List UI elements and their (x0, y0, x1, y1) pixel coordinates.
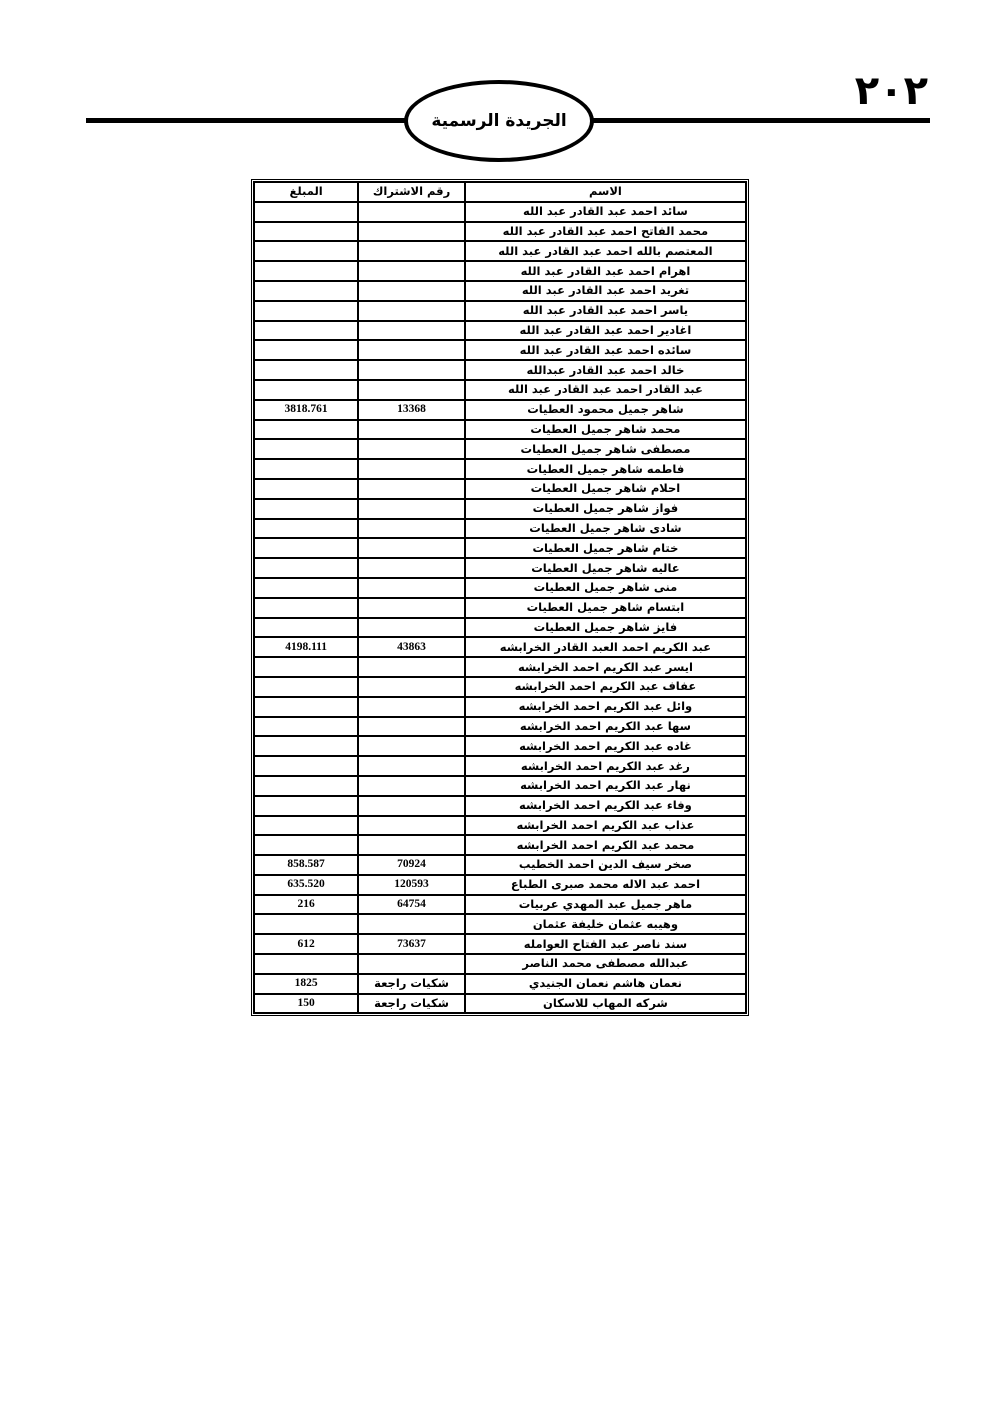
subscription-cell (358, 538, 465, 558)
table-row (254, 380, 746, 400)
table-row (254, 697, 746, 717)
table-row (254, 479, 746, 499)
name-cell: تغريد احمد عبد القادر عبد الله (465, 281, 746, 301)
name-cell: عبدالله مصطفى محمد الناصر (465, 954, 746, 974)
amount-cell (254, 241, 358, 261)
amount-cell (254, 677, 358, 697)
subscription-cell: 43863 (358, 637, 465, 657)
table-row (254, 261, 746, 281)
table-row (254, 934, 746, 954)
table-row (254, 637, 746, 657)
amount-cell (254, 558, 358, 578)
name-cell: ابتسام شاهر جميل العطيات (465, 598, 746, 618)
header-oval (404, 80, 594, 162)
subscription-cell: 120593 (358, 875, 465, 895)
amount-cell (254, 914, 358, 934)
amount-cell (254, 360, 358, 380)
subscription-cell (358, 776, 465, 796)
table-row (254, 776, 746, 796)
page-number: ٢٠٢ (854, 68, 928, 114)
name-cell: رغد عبد الكريم احمد الخرابشه (465, 756, 746, 776)
name-cell: ياسر احمد عبد القادر عبد الله (465, 301, 746, 321)
subscription-cell (358, 340, 465, 360)
table-row (254, 499, 746, 519)
subscription-cell (358, 697, 465, 717)
subscription-cell (358, 499, 465, 519)
amount-cell (254, 657, 358, 677)
subscription-cell (358, 222, 465, 242)
table-header-row (254, 182, 746, 202)
name-cell: اغادير احمد عبد القادر عبد الله (465, 321, 746, 341)
amount-cell (254, 776, 358, 796)
subscription-cell (358, 479, 465, 499)
name-cell: ختام شاهر جميل العطيات (465, 538, 746, 558)
column-header-subscription: رقم الاشتراك (358, 182, 465, 202)
amount-cell (254, 479, 358, 499)
amount-cell (254, 736, 358, 756)
amount-cell: 858.587 (254, 855, 358, 875)
subscription-cell: 73637 (358, 934, 465, 954)
amount-cell (254, 202, 358, 222)
table-row (254, 717, 746, 737)
table-row (254, 994, 746, 1014)
table-row (254, 855, 746, 875)
table-row (254, 578, 746, 598)
name-cell: محمد الفاتح احمد عبد القادر عبد الله (465, 222, 746, 242)
subscription-cell (358, 717, 465, 737)
amount-cell: 4198.111 (254, 637, 358, 657)
table-row (254, 954, 746, 974)
table-row (254, 420, 746, 440)
table-row (254, 400, 746, 420)
header-title: الجريدة الرسمية (431, 111, 567, 131)
table-row (254, 598, 746, 618)
amount-cell (254, 380, 358, 400)
name-cell: فايز شاهر جميل العطيات (465, 618, 746, 638)
subscription-cell (358, 202, 465, 222)
amount-cell (254, 796, 358, 816)
amount-cell: 216 (254, 895, 358, 915)
subscription-cell (358, 558, 465, 578)
name-cell: المعتصم بالله احمد عبد القادر عبد الله (465, 241, 746, 261)
amount-cell (254, 598, 358, 618)
subscription-cell: 13368 (358, 400, 465, 420)
table-row (254, 618, 746, 638)
ledger-body (254, 202, 746, 1014)
name-cell: شادى شاهر جميل العطيات (465, 519, 746, 539)
name-cell: منى شاهر جميل العطيات (465, 578, 746, 598)
name-cell: ماهر جميل عبد المهدي عربيات (465, 895, 746, 915)
subscription-cell (358, 736, 465, 756)
amount-cell (254, 222, 358, 242)
subscription-cell: شكيات راجعة (358, 974, 465, 994)
name-cell: سها عبد الكريم احمد الخرابشه (465, 717, 746, 737)
amount-cell (254, 301, 358, 321)
table-row (254, 439, 746, 459)
name-cell: مصطفى شاهر جميل العطيات (465, 439, 746, 459)
name-cell: اهرام احمد عبد القادر عبد الله (465, 261, 746, 281)
table-row (254, 677, 746, 697)
ledger-table (253, 181, 747, 1014)
name-cell: نعمان هاشم نعمان الجنيدي (465, 974, 746, 994)
table-row (254, 340, 746, 360)
subscription-cell (358, 618, 465, 638)
name-cell: خالد احمد عبد القادر عبدالله (465, 360, 746, 380)
name-cell: سائده احمد عبد القادر عبد الله (465, 340, 746, 360)
table-row (254, 538, 746, 558)
amount-cell (254, 538, 358, 558)
name-cell: عاليه شاهر جميل العطيات (465, 558, 746, 578)
amount-cell (254, 954, 358, 974)
amount-cell: 612 (254, 934, 358, 954)
amount-cell (254, 261, 358, 281)
amount-cell (254, 835, 358, 855)
name-cell: ايسر عبد الكريم احمد الخرابشه (465, 657, 746, 677)
name-cell: غاده عبد الكريم احمد الخرابشه (465, 736, 746, 756)
amount-cell (254, 618, 358, 638)
amount-cell (254, 816, 358, 836)
subscription-cell (358, 360, 465, 380)
name-cell: شاهر جميل محمود العطيات (465, 400, 746, 420)
subscription-cell (358, 578, 465, 598)
name-cell: وهيبه عثمان خليفة عثمان (465, 914, 746, 934)
table-row (254, 222, 746, 242)
name-cell: عبد القادر احمد عبد القادر عبد الله (465, 380, 746, 400)
name-cell: صخر سيف الدين احمد الخطيب (465, 855, 746, 875)
table-row (254, 796, 746, 816)
amount-cell (254, 717, 358, 737)
subscription-cell (358, 261, 465, 281)
table-row (254, 241, 746, 261)
table-row (254, 756, 746, 776)
name-cell: عبد الكريم احمد العبد القادر الخرابشه (465, 637, 746, 657)
table-row (254, 202, 746, 222)
subscription-cell (358, 519, 465, 539)
subscription-cell (358, 281, 465, 301)
subscription-cell (358, 954, 465, 974)
table-row (254, 914, 746, 934)
subscription-cell (358, 301, 465, 321)
amount-cell (254, 420, 358, 440)
name-cell: سائد احمد عبد القادر عبد الله (465, 202, 746, 222)
subscription-cell (358, 459, 465, 479)
subscription-cell: شكيات راجعة (358, 994, 465, 1014)
amount-cell (254, 439, 358, 459)
name-cell: احمد عبد الاله محمد صبرى الطباع (465, 875, 746, 895)
name-cell: محمد شاهر جميل العطيات (465, 420, 746, 440)
subscription-cell (358, 439, 465, 459)
name-cell: سند ناصر عبد الفتاح العوامله (465, 934, 746, 954)
table-row (254, 875, 746, 895)
amount-cell (254, 340, 358, 360)
amount-cell: 1825 (254, 974, 358, 994)
amount-cell (254, 756, 358, 776)
amount-cell (254, 499, 358, 519)
table-row (254, 281, 746, 301)
table-row (254, 360, 746, 380)
name-cell: فواز شاهر جميل العطيات (465, 499, 746, 519)
amount-cell (254, 519, 358, 539)
column-header-name: الاسم (465, 182, 746, 202)
subscription-cell (358, 677, 465, 697)
subscription-cell: 64754 (358, 895, 465, 915)
subscription-cell (358, 321, 465, 341)
amount-cell: 3818.761 (254, 400, 358, 420)
table-row (254, 736, 746, 756)
amount-cell (254, 281, 358, 301)
table-row (254, 321, 746, 341)
table-row (254, 974, 746, 994)
table-row (254, 816, 746, 836)
amount-cell: 635.520 (254, 875, 358, 895)
subscription-cell (358, 598, 465, 618)
subscription-cell (358, 420, 465, 440)
subscription-cell (358, 657, 465, 677)
subscription-cell (358, 380, 465, 400)
table-row (254, 519, 746, 539)
amount-cell (254, 578, 358, 598)
table-row (254, 835, 746, 855)
table-row (254, 558, 746, 578)
table-row (254, 895, 746, 915)
name-cell: وفاء عبد الكريم احمد الخرابشه (465, 796, 746, 816)
amount-cell: 150 (254, 994, 358, 1014)
subscription-cell (358, 796, 465, 816)
table-row (254, 657, 746, 677)
column-header-amount: المبلغ (254, 182, 358, 202)
subscription-cell (358, 835, 465, 855)
subscription-cell (358, 241, 465, 261)
amount-cell (254, 321, 358, 341)
subscription-cell (358, 914, 465, 934)
table-row (254, 301, 746, 321)
name-cell: عفاف عبد الكريم احمد الخرابشه (465, 677, 746, 697)
subscription-cell (358, 816, 465, 836)
name-cell: احلام شاهر جميل العطيات (465, 479, 746, 499)
name-cell: عذاب عبد الكريم احمد الخرابشه (465, 816, 746, 836)
name-cell: محمد عبد الكريم احمد الخرابشه (465, 835, 746, 855)
name-cell: وائل عبد الكريم احمد الخرابشه (465, 697, 746, 717)
name-cell: فاطمه شاهر جميل العطيات (465, 459, 746, 479)
amount-cell (254, 459, 358, 479)
subscription-cell (358, 756, 465, 776)
name-cell: شركه المهاب للاسكان (465, 994, 746, 1014)
table-row (254, 459, 746, 479)
amount-cell (254, 697, 358, 717)
name-cell: نهار عبد الكريم احمد الخرابشه (465, 776, 746, 796)
subscription-cell: 70924 (358, 855, 465, 875)
